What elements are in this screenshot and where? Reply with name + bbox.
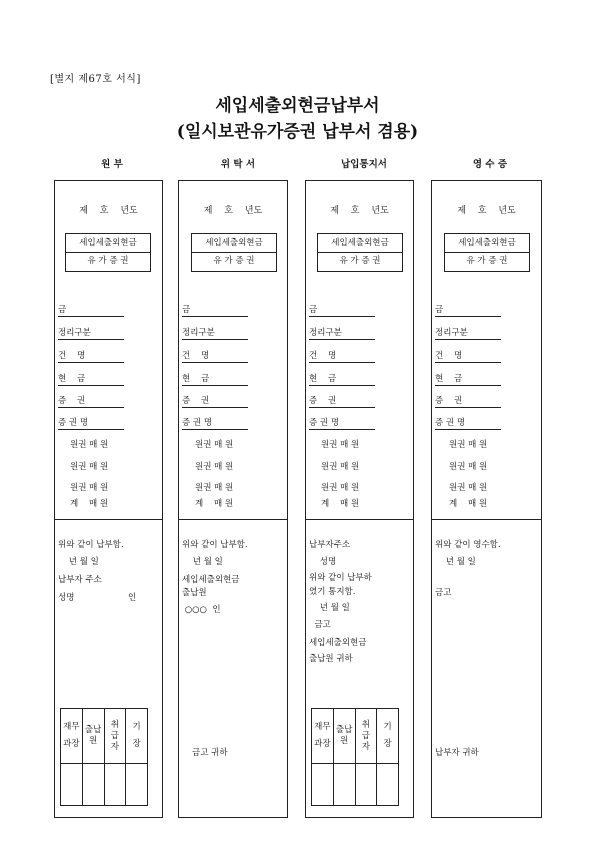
column-header-receipt: 영 수 증 xyxy=(472,159,508,170)
sig-cell[interactable] xyxy=(355,764,377,806)
type-securities: 유 가 증 권 xyxy=(466,256,508,266)
note-line: 년 월 일 xyxy=(435,557,476,567)
type-cash: 세입세출외현금 xyxy=(445,234,529,253)
note-line: 성명 xyxy=(58,593,75,603)
field-securities-name: 증 권 명 xyxy=(309,417,375,430)
note-line: 위와 같이 영수함. xyxy=(435,540,501,550)
note-line: 세입세출외현금 xyxy=(309,638,367,648)
signature-table xyxy=(60,708,148,806)
field-cash: 현 금 xyxy=(435,373,501,386)
sig-header-handler: 취 급 자 xyxy=(104,709,126,764)
field-category: 정리구분 xyxy=(435,327,501,340)
field-category: 정리구분 xyxy=(309,327,375,340)
sig-cell[interactable] xyxy=(126,764,148,806)
note-line: 년 월 일 xyxy=(182,557,223,567)
type-box xyxy=(317,233,403,272)
panel-notice xyxy=(305,180,414,818)
year-label: 제 호 년도 xyxy=(203,206,263,216)
denomination-total: 계 매 원 xyxy=(321,499,360,509)
form-number: [별지 제67호 서식] xyxy=(50,74,141,85)
sig-header-handler: 취 급 자 xyxy=(355,709,377,764)
field-securities: 증 권 xyxy=(435,395,501,408)
field-cash: 현 금 xyxy=(309,373,375,386)
type-box xyxy=(444,233,530,272)
type-cash: 세입세출외현금 xyxy=(66,234,150,253)
field-subject: 건 명 xyxy=(58,350,124,363)
sig-header-bookkeeping: 기 장 xyxy=(377,709,399,764)
denomination-row: 원권 매 원 xyxy=(195,440,234,450)
note-line: 출납원 귀하 xyxy=(309,654,353,664)
year-label: 제 호 년도 xyxy=(330,206,389,216)
divider xyxy=(432,519,541,520)
type-cash: 세입세출외현금 xyxy=(318,234,402,253)
signature-table xyxy=(311,708,399,806)
sig-cell[interactable] xyxy=(104,764,126,806)
field-amount: 금 xyxy=(58,304,124,317)
denomination-row: 원권 매 원 xyxy=(70,483,109,493)
denomination-row: 원권 매 원 xyxy=(195,462,234,472)
field-securities: 증 권 xyxy=(309,395,375,408)
column-header-consignment: 위 탁 서 xyxy=(220,159,256,170)
note-line: 위와 같이 납부함. xyxy=(58,540,124,550)
type-box xyxy=(65,233,151,272)
divider xyxy=(306,519,413,520)
sig-cell[interactable] xyxy=(377,764,399,806)
field-cash: 현 금 xyxy=(58,373,124,386)
field-securities: 증 권 xyxy=(58,395,124,408)
field-securities-name: 증 권 명 xyxy=(58,417,124,430)
type-securities: 유 가 증 권 xyxy=(339,256,381,266)
sig-header-cashier: 출납 원 xyxy=(333,709,355,764)
note-line: 금고 xyxy=(435,588,452,598)
note-line: 세입세출외현금 xyxy=(182,575,240,585)
note-line: 위와 같이 납부함. xyxy=(182,540,248,550)
field-category: 정리구분 xyxy=(182,327,248,340)
note-line: 성명 xyxy=(309,557,337,567)
field-amount: 금 xyxy=(182,304,248,317)
sig-cell[interactable] xyxy=(333,764,355,806)
field-securities: 증 권 xyxy=(182,395,248,408)
denomination-row: 원권 매 원 xyxy=(321,483,360,493)
year-label: 제 호 년도 xyxy=(79,206,138,216)
denomination-row: 원권 매 원 xyxy=(321,462,360,472)
field-subject: 건 명 xyxy=(309,350,375,363)
field-subject: 건 명 xyxy=(435,350,501,363)
note-line: 년 월 일 xyxy=(309,603,350,613)
field-securities-name: 증 권 명 xyxy=(182,417,248,430)
denomination-row: 원권 매 원 xyxy=(449,462,488,472)
denomination-row: 원권 매 원 xyxy=(449,440,488,450)
note-line: 년 월 일 xyxy=(58,557,99,567)
sig-cell[interactable] xyxy=(61,764,83,806)
column-header-original: 원 부 xyxy=(101,159,123,170)
note-line: 납부자주소 xyxy=(309,540,351,550)
note-line: ○○○ 인 xyxy=(182,605,221,615)
note-line: 였기 통지함. xyxy=(309,587,356,597)
field-subject: 건 명 xyxy=(182,350,248,363)
sig-cell[interactable] xyxy=(82,764,104,806)
addressee: 납부자 귀하 xyxy=(435,748,479,758)
panel-original xyxy=(54,180,163,818)
denomination-row: 원권 매 원 xyxy=(449,483,488,493)
year-label: 제 호 년도 xyxy=(457,206,516,216)
sig-header-cashier: 출납 원 xyxy=(82,709,104,764)
note-line: 금고 xyxy=(309,620,331,630)
denomination-row: 원권 매 원 xyxy=(195,483,234,493)
divider xyxy=(55,519,162,520)
sig-header-finance: 재무 과장 xyxy=(61,709,83,764)
denomination-row: 원권 매 원 xyxy=(70,462,109,472)
denomination-total: 계 매 원 xyxy=(195,499,234,509)
type-cash: 세입세출외현금 xyxy=(192,234,276,253)
field-amount: 금 xyxy=(309,304,375,317)
field-category: 정리구분 xyxy=(58,327,124,340)
note-line: 위와 같이 납부하 xyxy=(309,573,372,583)
field-amount: 금 xyxy=(435,304,501,317)
form-subtitle: (일시보관유가증권 납부서 겸용) xyxy=(176,122,419,142)
type-securities: 유 가 증 권 xyxy=(213,256,255,266)
column-header-notice: 납입통지서 xyxy=(341,159,387,170)
seal-mark: 인 xyxy=(128,593,137,603)
denomination-row: 원권 매 원 xyxy=(321,440,360,450)
field-securities-name: 증 권 명 xyxy=(435,417,501,430)
addressee: 금고 귀하 xyxy=(192,748,228,758)
denomination-row: 원권 매 원 xyxy=(70,440,109,450)
sig-cell[interactable] xyxy=(312,764,334,806)
panel-receipt xyxy=(431,180,542,818)
type-securities: 유 가 증 권 xyxy=(87,256,129,266)
note-line: 출납원 xyxy=(182,588,207,598)
panel-consignment xyxy=(178,180,288,818)
denomination-total: 계 매 원 xyxy=(70,499,109,509)
note-line: 납부자 주소 xyxy=(58,575,102,585)
type-box xyxy=(191,233,277,272)
divider xyxy=(179,519,287,520)
sig-header-bookkeeping: 기 장 xyxy=(126,709,148,764)
form-title: 세입세출외현금납부서 xyxy=(215,96,380,116)
field-cash: 현 금 xyxy=(182,373,248,386)
denomination-total: 계 매 원 xyxy=(449,499,488,509)
sig-header-finance: 재무 과장 xyxy=(312,709,334,764)
